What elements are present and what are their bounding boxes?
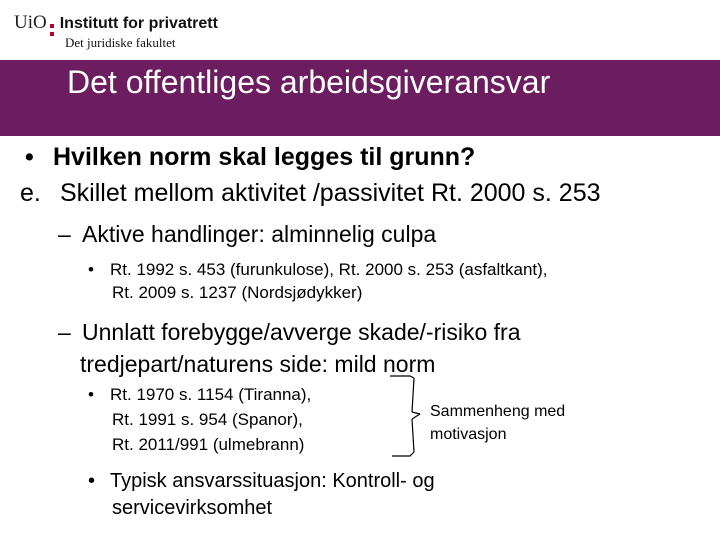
dash-marker: – [58,319,71,345]
note-line: Sammenheng med [430,403,566,420]
bullet-dot: • [88,470,96,492]
item-text: Unnlatt forebygge/avverge skade/-risiko fra [82,319,521,345]
item-text: servicevirksomhet [112,497,273,519]
numbered-item-e [20,179,601,208]
note-line: motivasjon [430,426,507,443]
bracket-arrows-icon [390,372,428,462]
dash-item-active [58,221,436,248]
dash-item-omission [58,316,521,380]
institute-name: Institutt for privatrett [59,15,218,32]
case-list-line: Rt. 1970 s. 1154 (Tiranna), [110,385,312,404]
uio-logotype: UiO [14,12,47,33]
case-list-line: Rt. 1992 s. 453 (furunkulose), Rt. 2000 s. 253 (asfaltkant), [110,260,548,279]
sub-bullet-typical-situation [88,468,435,522]
bullet-dot: • [88,385,94,404]
slide-title: Det offentliges arbeidsgiveransvar [67,64,551,100]
list-marker: e. [20,179,41,207]
dash-marker: – [58,221,71,247]
item-text: Aktive handlinger: alminnelig culpa [82,221,437,247]
case-list-line: Rt. 2011/991 (ulmebrann) [112,435,305,454]
logo-colon-icon [50,24,54,36]
faculty-name: Det juridiske fakultet [65,35,176,50]
bullet-question [25,143,475,172]
sub-bullet-cases-active [88,258,548,304]
bullet-dot: • [88,260,94,279]
item-text: Skillet mellom aktivitet /passivitet Rt. 2000 s. 253 [60,179,601,207]
case-list-line: Rt. 2009 s. 1237 (Nordsjødykker) [112,283,363,302]
bullet-dot: • [25,143,34,171]
relation-note [430,400,565,446]
institution-logo [14,12,218,51]
item-text: tredjepart/naturens side: mild norm [80,351,436,377]
case-list-line: Rt. 1991 s. 954 (Spanor), [112,410,303,429]
item-text: Typisk ansvarssituasjon: Kontroll- og [110,470,435,492]
bullet-text: Hvilken norm skal legges til grunn? [53,143,476,171]
sub-bullet-cases-omission [88,382,311,457]
